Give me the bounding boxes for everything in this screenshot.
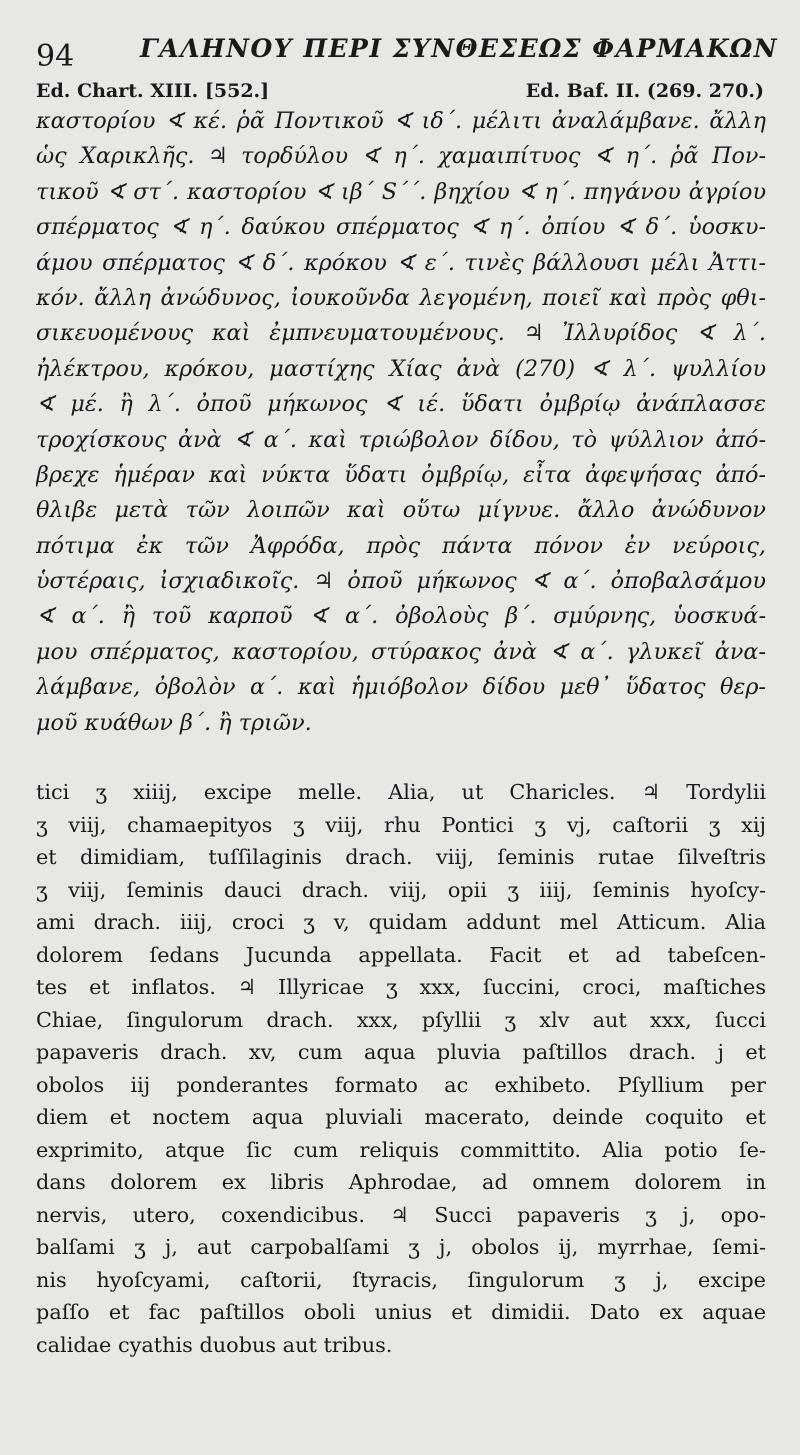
greek-line: ὑστέραις, ἰσχιαδικοῖς. ♃ ὀποῦ μήκωνος ∢ α΄. ὀποβαλσάμου — [36, 568, 766, 595]
page-number: 94 — [36, 39, 75, 74]
greek-line: τροχίσκους ἀνὰ ∢ α΄. καὶ τριώβολον δίδου, τὸ ψύλλιον ἀπό- — [36, 426, 766, 453]
latin-line: balſami ʒ j, aut carpobalſami ʒ j, obolos ij, myrrhae, ſemi- — [36, 1235, 766, 1259]
greek-line: σπέρματος ∢ η΄. δαύκου σπέρματος ∢ η΄. ὀπίου ∢ δ΄. ὑοσκυ- — [36, 214, 766, 241]
latin-line: tici ʒ xiiij, excipe melle. Alia, ut Charicles. ♃ Tordylii — [36, 780, 766, 804]
greek-line-last: μοῦ κυάθων β΄. ἢ τριῶν. — [36, 709, 312, 736]
greek-line: λάμβανε, ὀβολὸν α΄. καὶ ἡμιόβολον δίδου μεθ᾽ ὕδατος θερ- — [36, 674, 766, 701]
latin-line: tes et inflatos. ♃ Illyricae ʒ xxx, ſuccini, croci, maſtiches — [36, 975, 766, 999]
greek-line: καστορίου ∢ κέ. ῥᾶ Ποντικοῦ ∢ ιδ΄. μέλιτι ἀναλάμβανε. ἄλλη — [36, 108, 766, 134]
latin-line: nis hyoſcyami, caſtorii, ſtyracis, ſingulorum ʒ j, excipe — [36, 1267, 766, 1292]
latin-line-last: calidae cyathis duobus aut tribus. — [36, 1332, 393, 1357]
latin-line: dans dolorem ex libris Aphrodae, ad omnem dolorem in — [36, 1170, 766, 1194]
greek-line: άμου σπέρματος ∢ δ΄. κρόκου ∢ ε΄. τινὲς βάλλουσι μέλι Ἀττι- — [36, 249, 766, 276]
latin-line: paſſo et fac paſtillos oboli unius et dimidii. Dato ex aquae — [36, 1300, 766, 1324]
greek-line: θλιβε μετὰ τῶν λοιπῶν καὶ οὕτω μίγνυε. ἄλλο ἀνώδυνον — [36, 497, 766, 524]
running-title: ΓΑΛΗΝΟΥ ΠΕΡΙ ΣΥΝΘΕΣΕΩΣ ΦΑΡΜΑΚΩΝ — [140, 34, 779, 63]
edition-reference-left: Ed. Chart. XIII. [552.] — [36, 80, 270, 102]
greek-text-block — [36, 104, 766, 741]
latin-line: papaveris drach. xv, cum aqua pluvia paſtillos drach. j et — [36, 1040, 766, 1064]
latin-line: ʒ viij, chamaepityos ʒ viij, rhu Pontici ʒ vj, caſtorii ʒ xij — [36, 812, 766, 837]
greek-line: σικευομένους καὶ ἐμπνευματουμένους. ♃ Ἰλλυρίδος ∢ λ΄. — [36, 320, 766, 347]
greek-line: ∢ α΄. ἢ τοῦ καρποῦ ∢ α΄. ὀβολοὺς β΄. σμύρνης, ὑοσκυά- — [36, 603, 766, 630]
greek-line: βρεχε ἡμέραν καὶ νύκτα ὕδατι ὀμβρίῳ, εἶτα ἀφεψήσας ἀπό- — [36, 461, 766, 488]
edition-reference-right: Ed. Baf. II. (269. 270.) — [525, 80, 764, 102]
latin-line: ami drach. iiij, croci ʒ v, quidam addunt mel Atticum. Alia — [36, 910, 766, 934]
latin-line: et dimidiam, tuſſilaginis drach. viij, ſeminis rutae ſilveſtris — [36, 845, 766, 869]
latin-line: ʒ viij, ſeminis dauci drach. viij, opii ʒ iiij, ſeminis hyoſcy- — [36, 877, 766, 902]
latin-text-block — [36, 776, 766, 1361]
latin-line: diem et noctem aqua pluviali macerato, deinde coquito et — [36, 1105, 766, 1129]
greek-line: ἠλέκτρου, κρόκου, μαστίχης Χίας ἀνὰ (270) ∢ λ΄. ψυλλίου — [36, 355, 766, 382]
greek-line: ∢ μέ. ἢ λ΄. ὀποῦ μήκωνος ∢ ιέ. ὕδατι ὀμβρίῳ ἀνάπλασσε — [36, 391, 766, 418]
latin-line: exprimito, atque ſic cum reliquis committito. Alia potio ſe- — [36, 1137, 766, 1162]
greek-line: τικοῦ ∢ στ΄. καστορίου ∢ ιβ΄ S΄΄. βηχίου ∢ η΄. πηγάνου ἀγρίου — [36, 178, 766, 205]
greek-line: κόν. ἄλλη ἀνώδυνος, ἰουκοῦνδα λεγομένη, ποιεῖ καὶ πρὸς φθι- — [36, 284, 766, 311]
latin-line: nervis, utero, coxendicibus. ♃ Succi papaveris ʒ j, opo- — [36, 1202, 766, 1227]
greek-line: μου σπέρματος, καστορίου, στύρακος ἀνὰ ∢ α΄. γλυκεῖ ἀνα- — [36, 638, 766, 665]
latin-line: dolorem ſedans Jucunda appellata. Facit et ad tabeſcen- — [36, 942, 766, 967]
greek-line: πότιμα ἐκ τῶν Ἀφρόδα, πρὸς πάντα πόνον ἐν νεύροις, — [36, 532, 766, 559]
latin-line: obolos iij ponderantes formato ac exhibeto. Pſyllium per — [36, 1072, 766, 1097]
latin-line: Chiae, ſingulorum drach. xxx, pſyllii ʒ xlv aut xxx, ſucci — [36, 1007, 766, 1032]
greek-line: ὡς Χαρικλῆς. ♃ τορδύλου ∢ η΄. χαμαιπίτυος ∢ η΄. ῥᾶ Πον- — [36, 143, 766, 170]
